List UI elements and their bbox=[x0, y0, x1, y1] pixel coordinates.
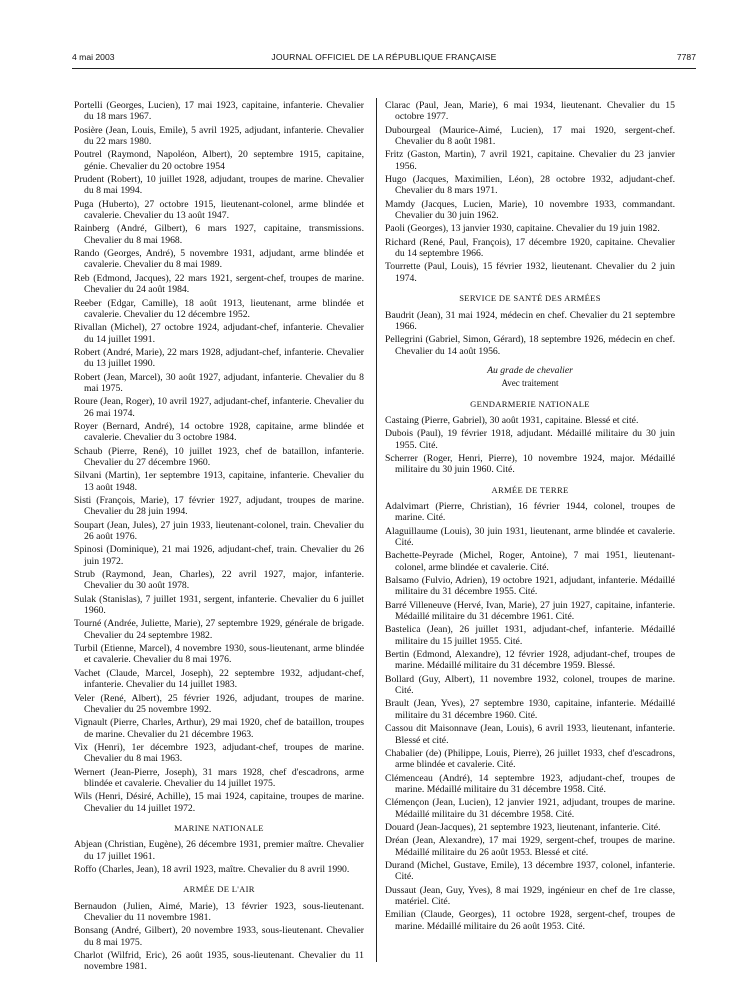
list-entry: Bernaudon (Julien, Aimé, Marie), 13 février 1923, sous-lieutenant. Chevalier du 11 novembre 1981. bbox=[74, 900, 364, 923]
list-entry: Douard (Jean-Jacques), 21 septembre 1923, lieutenant, infanterie. Cité. bbox=[385, 821, 661, 833]
grade-heading: Au grade de chevalier bbox=[487, 364, 573, 376]
list-entry: Baudrit (Jean), 31 mai 1924, médecin en chef. Chevalier du 21 septembre 1966. bbox=[385, 309, 675, 332]
list-entry: Dussaut (Jean, Guy, Yves), 8 mai 1929, ingénieur en chef de 1re classe, matériel. Cité. bbox=[385, 884, 675, 907]
list-entry: Richard (René, Paul, François), 17 décembre 1920, capitaine. Chevalier du 14 septembre 1966. bbox=[385, 236, 675, 260]
list-entry: Poutrel (Raymond, Napoléon, Albert), 20 septembre 1915, capitaine, génie. Chevalier du 20 octobre 1954 bbox=[74, 149, 364, 172]
list-entry: Pellegrini (Gabriel, Simon, Gérard), 18 septembre 1926, médecin en chef. Chevalier du 14 août 1956. bbox=[385, 334, 675, 357]
list-entry: Wernert (Jean-Pierre, Joseph), 31 mars 1928, chef d'escadrons, arme blindée et cavalerie. Chevalier du 14 juillet 1975. bbox=[74, 766, 364, 789]
list-entry: Abjean (Christian, Eugène), 26 décembre 1931, premier maître. Chevalier du 17 juillet 1961. bbox=[74, 839, 364, 862]
list-entry: Vix (Henri), 1er décembre 1923, adjudant-chef, troupes de marine. Chevalier du 8 mai 1963. bbox=[74, 741, 364, 765]
list-entry: Tourné (Andrée, Juliette, Marie), 27 septembre 1929, générale de brigade. Chevalier du 24 septembre 1982. bbox=[74, 618, 364, 641]
list-entry: Chabalier (de) (Philippe, Louis, Pierre), 26 juillet 1933, chef d'escadrons, arme blindée et cavalerie. Cité. bbox=[385, 747, 675, 771]
running-head bbox=[72, 52, 696, 66]
list-entry: Veler (René, Albert), 25 février 1926, adjudant, troupes de marine. Chevalier du 25 novembre 1992. bbox=[74, 692, 364, 715]
list-entry: Bonsang (André, Gilbert), 20 novembre 1933, sous-lieutenant. Chevalier du 8 mai 1975. bbox=[74, 925, 364, 948]
list-entry: Soupart (Jean, Jules), 27 juin 1933, lieutenant-colonel, train. Chevalier du 26 août 1976. bbox=[74, 519, 364, 543]
list-entry: Mamdy (Jacques, Lucien, Marie), 10 novembre 1933, commandant. Chevalier du 30 juin 1962. bbox=[385, 198, 675, 222]
section-heading-air: ARMÉE DE L'AIR bbox=[183, 884, 255, 895]
list-entry: Charlot (Wilfrid, Eric), 26 août 1935, sous-lieutenant. Chevalier du 11 novembre 1981. bbox=[74, 950, 364, 973]
entry-list-terre bbox=[385, 501, 675, 932]
entry-list-air bbox=[74, 901, 364, 973]
list-entry: Portelli (Georges, Lucien), 17 mai 1923, capitaine, infanterie. Chevalier du 18 mars 1967. bbox=[74, 100, 364, 123]
list-entry: Bollard (Guy, Albert), 11 novembre 1932, colonel, troupes de marine. Cité. bbox=[385, 673, 675, 697]
list-entry: Rando (Georges, André), 5 novembre 1931, adjudant, arme blindée et cavalerie. Chevalier du 8 mai 1989. bbox=[74, 248, 364, 271]
grade-subheading: Avec traitement bbox=[501, 378, 559, 389]
list-entry: Cassou dit Maisonnave (Jean, Louis), 6 avril 1933, lieutenant, infanterie. Blessé et cité. bbox=[385, 723, 675, 746]
list-entry: Barré Villeneuve (Hervé, Ivan, Marie), 27 juin 1927, capitaine, infanterie. Médaillé militaire du 31 décembre 1961. Cité. bbox=[385, 599, 675, 623]
entry-list-top bbox=[74, 100, 364, 814]
list-entry: Balsamo (Fulvio, Adrien), 19 octobre 1921, adjudant, infanterie. Médaillé militaire du 31 décembre 1955. Cité. bbox=[385, 575, 675, 598]
section-heading-gendarmerie: GENDARMERIE NATIONALE bbox=[470, 398, 590, 409]
list-entry: Bertin (Edmond, Alexandre), 12 février 1928, adjudant-chef, troupes de marine. Médaillé militaire du 31 décembre 1959. Blessé. bbox=[385, 649, 675, 672]
list-entry: Tourrette (Paul, Louis), 15 février 1932, lieutenant. Chevalier du 2 juin 1974. bbox=[385, 261, 675, 284]
list-entry: Silvani (Martin), 1er septembre 1913, capitaine, infanterie. Chevalier du 13 août 1948. bbox=[74, 470, 364, 493]
list-entry: Vignault (Pierre, Charles, Arthur), 29 mai 1920, chef de bataillon, troupes de marine. Chevalier du 21 décembre 1963. bbox=[74, 717, 364, 740]
list-entry: Alaguillaume (Louis), 30 juin 1931, lieutenant, arme blindée et cavalerie. Cité. bbox=[385, 525, 675, 548]
left-column bbox=[74, 100, 364, 975]
list-entry: Bachette-Peyrade (Michel, Roger, Antoine), 7 mai 1951, lieutenant-colonel, arme blindée et cavalerie. Cité. bbox=[385, 550, 675, 573]
list-entry: Dubourgeal (Maurice-Aimé, Lucien), 17 mai 1920, sergent-chef. Chevalier du 8 août 1981. bbox=[385, 124, 675, 148]
list-entry: Roffo (Charles, Jean), 18 avril 1923, maître. Chevalier du 8 avril 1990. bbox=[74, 863, 350, 875]
list-entry: Bastelica (Jean), 26 juillet 1931, adjudant-chef, infanterie. Médaillé militaire du 15 juillet 1955. Cité. bbox=[385, 624, 675, 647]
list-entry: Rivallan (Michel), 27 octobre 1924, adjudant-chef, infanterie. Chevalier du 14 juillet 1991. bbox=[74, 322, 364, 345]
list-entry: Turbil (Etienne, Marcel), 4 novembre 1930, sous-lieutenant, arme blindée et cavalerie. Chevalier du 8 mai 1976. bbox=[74, 643, 364, 666]
list-entry: Castaing (Pierre, Gabriel), 30 août 1931, capitaine. Blessé et cité. bbox=[385, 414, 639, 426]
list-entry: Clarac (Paul, Jean, Marie), 6 mai 1934, lieutenant. Chevalier du 15 octobre 1977. bbox=[385, 100, 675, 123]
list-entry: Durand (Michel, Gustave, Emile), 13 décembre 1937, colonel, infanterie. Cité. bbox=[385, 859, 675, 883]
list-entry: Clémençon (Jean, Lucien), 12 janvier 1921, adjudant, troupes de marine. Médaillé militaire du 31 décembre 1958. Cité. bbox=[385, 797, 675, 820]
list-entry: Scherrer (Roger, Henri, Pierre), 10 novembre 1924, major. Médaillé militaire du 30 juin 1960. Cité. bbox=[385, 452, 675, 476]
header-date: 4 mai 2003 bbox=[72, 52, 115, 62]
list-entry: Posière (Jean, Louis, Emile), 5 avril 1925, adjudant, infanterie. Chevalier du 22 mars 1980. bbox=[74, 124, 364, 148]
list-entry: Emilian (Claude, Georges), 11 octobre 1928, sergent-chef, troupes de marine. Médaillé militaire du 26 août 1953. Cité. bbox=[385, 909, 675, 932]
header-page-number: 7787 bbox=[676, 52, 696, 62]
list-entry: Vachet (Claude, Marcel, Joseph), 22 septembre 1932, adjudant-chef, infanterie. Chevalier du 14 juillet 1983. bbox=[74, 667, 364, 691]
list-entry: Sulak (Stanislas), 7 juillet 1931, sergent, infanterie. Chevalier du 6 juillet 1960. bbox=[74, 593, 364, 617]
header-rule bbox=[72, 68, 696, 69]
list-entry: Roure (Jean, Roger), 10 avril 1927, adjudant-chef, infanterie. Chevalier du 26 mai 1974. bbox=[74, 396, 364, 419]
entry-list-sante bbox=[385, 310, 675, 357]
section-heading-sante: SERVICE DE SANTÉ DES ARMÉES bbox=[459, 293, 601, 304]
list-entry: Hugo (Jacques, Maximilien, Léon), 28 octobre 1932, adjudant-chef. Chevalier du 8 mars 1971. bbox=[385, 174, 675, 197]
entry-list-top-right bbox=[385, 100, 675, 284]
list-entry: Dréan (Jean, Alexandre), 17 mai 1929, sergent-chef, troupes de marine. Médaillé militaire du 26 août 1953. Blessé et cité. bbox=[385, 835, 675, 858]
list-entry: Reb (Edmond, Jacques), 22 mars 1921, sergent-chef, troupes de marine. Chevalier du 24 août 1984. bbox=[74, 272, 364, 296]
list-entry: Clémenceau (André), 14 septembre 1923, adjudant-chef, troupes de marine. Médaillé militaire du 31 décembre 1958. Cité. bbox=[385, 772, 675, 795]
list-entry: Adalvimart (Pierre, Christian), 16 février 1944, colonel, troupes de marine. Cité. bbox=[385, 500, 675, 524]
section-heading-terre: ARMÉE DE TERRE bbox=[491, 484, 569, 495]
list-entry: Strub (Raymond, Jean, Charles), 22 avril 1927, major, infanterie. Chevalier du 30 août 1978. bbox=[74, 569, 364, 592]
list-entry: Spinosi (Dominique), 21 mai 1926, adjudant-chef, train. Chevalier du 26 juin 1972. bbox=[74, 544, 364, 567]
list-entry: Schaub (Pierre, René), 10 juillet 1923, chef de bataillon, infanterie. Chevalier du 27 décembre 1960. bbox=[74, 445, 364, 468]
column-divider bbox=[376, 98, 377, 962]
list-entry: Paoli (Georges), 13 janvier 1930, capitaine. Chevalier du 19 juin 1982. bbox=[385, 223, 660, 235]
list-entry: Robert (André, Marie), 22 mars 1928, adjudant-chef, infanterie. Chevalier du 13 juillet 1990. bbox=[74, 346, 364, 370]
header-journal-title: JOURNAL OFFICIEL DE LA RÉPUBLIQUE FRANÇAISE bbox=[271, 52, 497, 62]
list-entry: Fritz (Gaston, Martin), 7 avril 1921, capitaine. Chevalier du 23 janvier 1956. bbox=[385, 149, 675, 172]
list-entry: Rainberg (André, Gilbert), 6 mars 1927, capitaine, transmissions. Chevalier du 8 mai 1968. bbox=[74, 223, 364, 246]
list-entry: Robert (Jean, Marcel), 30 août 1927, adjudant, infanterie. Chevalier du 8 mai 1975. bbox=[74, 371, 364, 394]
list-entry: Dubois (Paul), 19 février 1918, adjudant. Médaillé militaire du 30 juin 1955. Cité. bbox=[385, 428, 675, 451]
list-entry: Reeber (Edgar, Camille), 18 août 1913, lieutenant, arme blindée et cavalerie. Chevalier du 12 décembre 1952. bbox=[74, 297, 364, 320]
list-entry: Wils (Henri, Désiré, Achille), 15 mai 1924, capitaine, troupes de marine. Chevalier du 14 juillet 1972. bbox=[74, 791, 364, 814]
list-entry: Brault (Jean, Yves), 27 septembre 1930, capitaine, infanterie. Médaillé militaire du 31 décembre 1960. Cité. bbox=[385, 698, 675, 721]
list-entry: Prudent (Robert), 10 juillet 1928, adjudant, troupes de marine. Chevalier du 8 mai 1994. bbox=[74, 174, 364, 197]
entry-list-marine bbox=[74, 839, 364, 875]
right-column bbox=[385, 100, 675, 934]
section-heading-marine: MARINE NATIONALE bbox=[174, 822, 264, 833]
list-entry: Royer (Bernard, André), 14 octobre 1928, capitaine, arme blindée et cavalerie. Chevalier du 3 octobre 1984. bbox=[74, 420, 364, 444]
list-entry: Sisti (François, Marie), 17 février 1927, adjudant, troupes de marine. Chevalier du 28 juin 1994. bbox=[74, 495, 364, 518]
list-entry: Puga (Huberto), 27 octobre 1915, lieutenant-colonel, arme blindée et cavalerie. Chevalier du 13 août 1947. bbox=[74, 198, 364, 222]
entry-list-gendarmerie bbox=[385, 415, 675, 476]
